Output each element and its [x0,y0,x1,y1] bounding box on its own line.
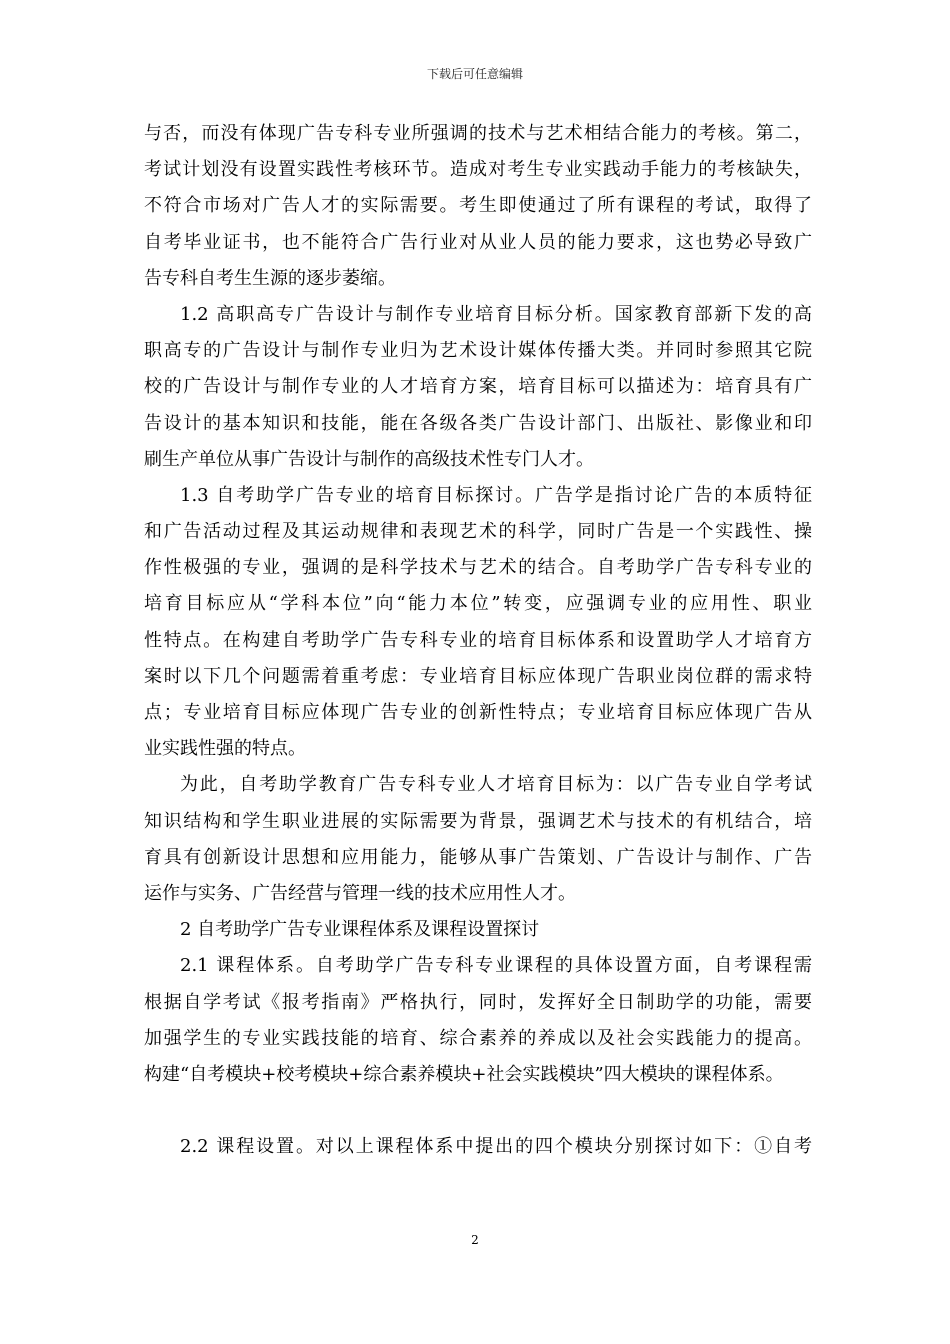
text-line: 案时以下几个问题需着重考虑：专业培育目标应体现广告职业岗位群的需求特 [144,665,812,687]
text-line: 为此，自考助学教育广告专科专业人才培育目标为：以广告专业自学考试 [180,774,812,796]
paragraph [144,948,812,1093]
text-line: 告专科自考生生源的逐步萎缩。 [144,267,396,289]
text-line: 1.3 自考助学广告专业的培育目标探讨。广告学是指讨论广告的本质特征 [180,484,812,506]
text-line: 校的广告设计与制作专业的人才培育方案，培育目标可以描述为：培育具有广 [144,376,812,398]
text-line: 刷生产单位从事广告设计与制作的高级技术性专门人才。 [144,448,594,470]
paragraph [144,116,812,297]
text-line: 2.1 课程体系。自考助学广告专科专业课程的具体设置方面，自考课程需 [180,955,812,977]
text-line: 与否，而没有体现广告专科专业所强调的技术与艺术相结合能力的考核。第二， [144,123,812,144]
paragraph [144,767,812,912]
text-line: 业实践性强的特点。 [144,738,306,760]
text-line: 加强学生的专业实践技能的培育、综合素养的养成以及社会实践能力的提高。 [144,1027,812,1049]
text-line: 运作与实务、广告经营与管理一线的技术应用性人才。 [144,882,576,904]
text-line: 和广告活动过程及其运动规律和表现艺术的科学，同时广告是一个实践性、操 [144,521,812,543]
text-line: 职高专的广告设计与制作专业归为艺术设计媒体传播大类。并同时参照其它院 [144,340,812,362]
text-line: 不符合市场对广告人才的实际需要。考生即使通过了所有课程的考试，取得了 [144,195,812,217]
text-line: 1.2 高职高专广告设计与制作专业培育目标分析。国家教育部新下发的高 [180,303,812,325]
text-line: 自考毕业证书，也不能符合广告行业对从业人员的能力要求，这也势必导致广 [144,231,812,253]
paragraph [144,297,812,478]
page-header: 下载后可任意编辑 [426,67,523,81]
paragraph [144,478,812,768]
document-body [144,116,812,1165]
text-line: 构建“自考模块+校考模块+综合素养模块+社会实践模块”四大模块的课程体系。 [144,1063,784,1085]
text-line: 点；专业培育目标应体现广告专业的创新性特点；专业培育目标应体现广告从 [144,702,812,723]
blank-line [144,1093,812,1129]
text-line: 育具有创新设计思想和应用能力，能够从事广告策划、广告设计与制作、广告 [144,846,812,868]
text-line: 2 自考助学广告专业课程体系及课程设置探讨 [180,919,540,941]
text-line: 性特点。在构建自考助学广告专科专业的培育目标体系和设置助学人才培育方 [144,629,812,651]
text-line: 2.2 课程设置。对以上课程体系中提出的四个模块分别探讨如下：①自考 [180,1136,812,1158]
page-number: 2 [471,1233,479,1247]
text-line: 作性极强的专业，强调的是科学技术与艺术的结合。自考助学广告专科专业的 [144,557,812,579]
text-line: 培育目标应从“学科本位”向“能力本位”转变，应强调专业的应用性、职业 [144,593,812,615]
section-heading [144,912,812,948]
text-line: 知识结构和学生职业进展的实际需要为背景，强调艺术与技术的有机结合，培 [144,810,812,832]
text-line: 考试计划没有设置实践性考核环节。造成对考生专业实践动手能力的考核缺失， [144,159,812,181]
text-line: 根据自学考试《报考指南》严格执行，同时，发挥好全日制助学的功能，需要 [144,991,812,1013]
paragraph [144,1129,812,1165]
text-line: 告设计的基本知识和技能，能在各级各类广告设计部门、出版社、影像业和印 [144,412,812,434]
